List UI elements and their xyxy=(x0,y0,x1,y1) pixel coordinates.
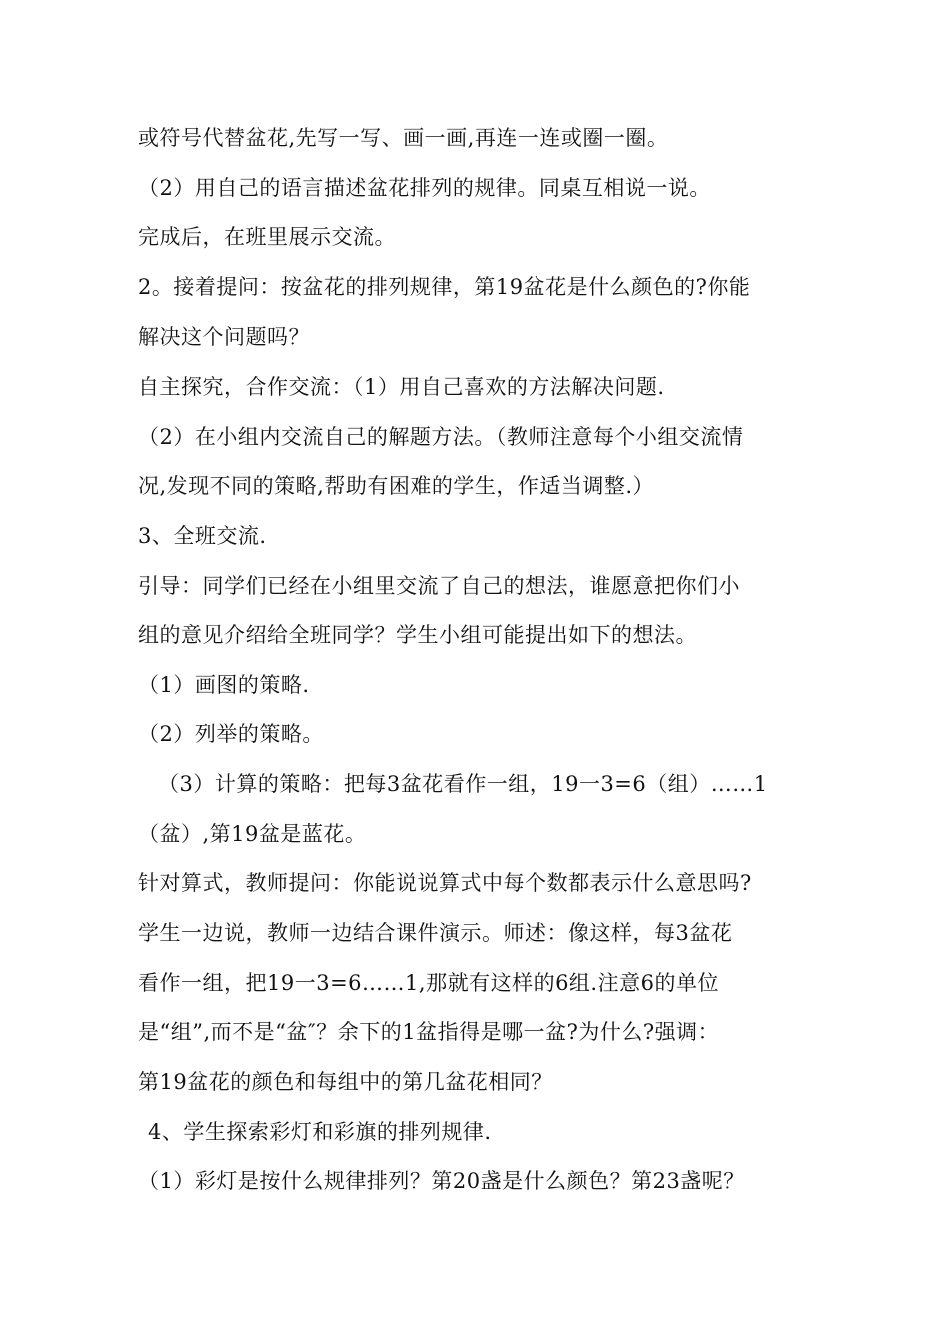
text-line-15: （盆）,第19盆是蓝花。 xyxy=(138,822,367,846)
text-line-18: 看作一组，把19一3=6……1,那就有这样的6组.注意6的单位 xyxy=(138,971,719,995)
text-line-13: （2）列举的策略。 xyxy=(138,722,324,746)
text-line-1: 或符号代替盆花,先写一写、画一画,再连一连或圈一圈。 xyxy=(138,126,669,150)
text-line-10: 引导：同学们已经在小组里交流了自己的想法，谁愿意把你们小 xyxy=(138,574,740,598)
text-line-5: 解决这个问题吗？ xyxy=(138,325,310,349)
text-line-21: 4、学生探索彩灯和彩旗的排列规律. xyxy=(148,1120,492,1144)
text-line-12: （1）画图的策略. xyxy=(138,673,310,697)
text-line-9: 3、全班交流. xyxy=(138,524,267,548)
text-line-14: （3）计算的策略：把每3盆花看作一组，19一3=6（组）……1 xyxy=(158,772,768,796)
text-line-17: 学生一边说，教师一边结合课件演示。师述：像这样，每3盆花 xyxy=(138,921,733,945)
text-line-6: 自主探究，合作交流：（1）用自己喜欢的方法解决问题. xyxy=(138,375,665,399)
text-line-16: 针对算式，教师提问：你能说说算式中每个数都表示什么意思吗? xyxy=(138,871,752,895)
text-line-22: （1）彩灯是按什么规律排列？第20盏是什么颜色？第23盏呢？ xyxy=(138,1169,745,1193)
text-line-19: 是“组”,而不是“盆″？余下的1盆指得是哪一盆?为什么?强调： xyxy=(138,1020,720,1044)
text-line-20: 第19盆花的颜色和每组中的第几盆花相同？ xyxy=(138,1070,553,1094)
text-line-8: 况,发现不同的策略,帮助有困难的学生，作适当调整.） xyxy=(138,474,655,498)
text-line-11: 组的意见介绍给全班同学？学生小组可能提出如下的想法。 xyxy=(138,623,697,647)
text-line-7: （2）在小组内交流自己的解题方法。（教师注意每个小组交流情 xyxy=(138,425,744,449)
text-line-3: 完成后，在班里展示交流。 xyxy=(138,225,396,249)
text-line-2: （2）用自己的语言描述盆花排列的规律。同桌互相说一说。 xyxy=(138,176,711,200)
text-line-4: 2。接着提问：按盆花的排列规律，第19盆花是什么颜色的?你能 xyxy=(138,275,751,299)
